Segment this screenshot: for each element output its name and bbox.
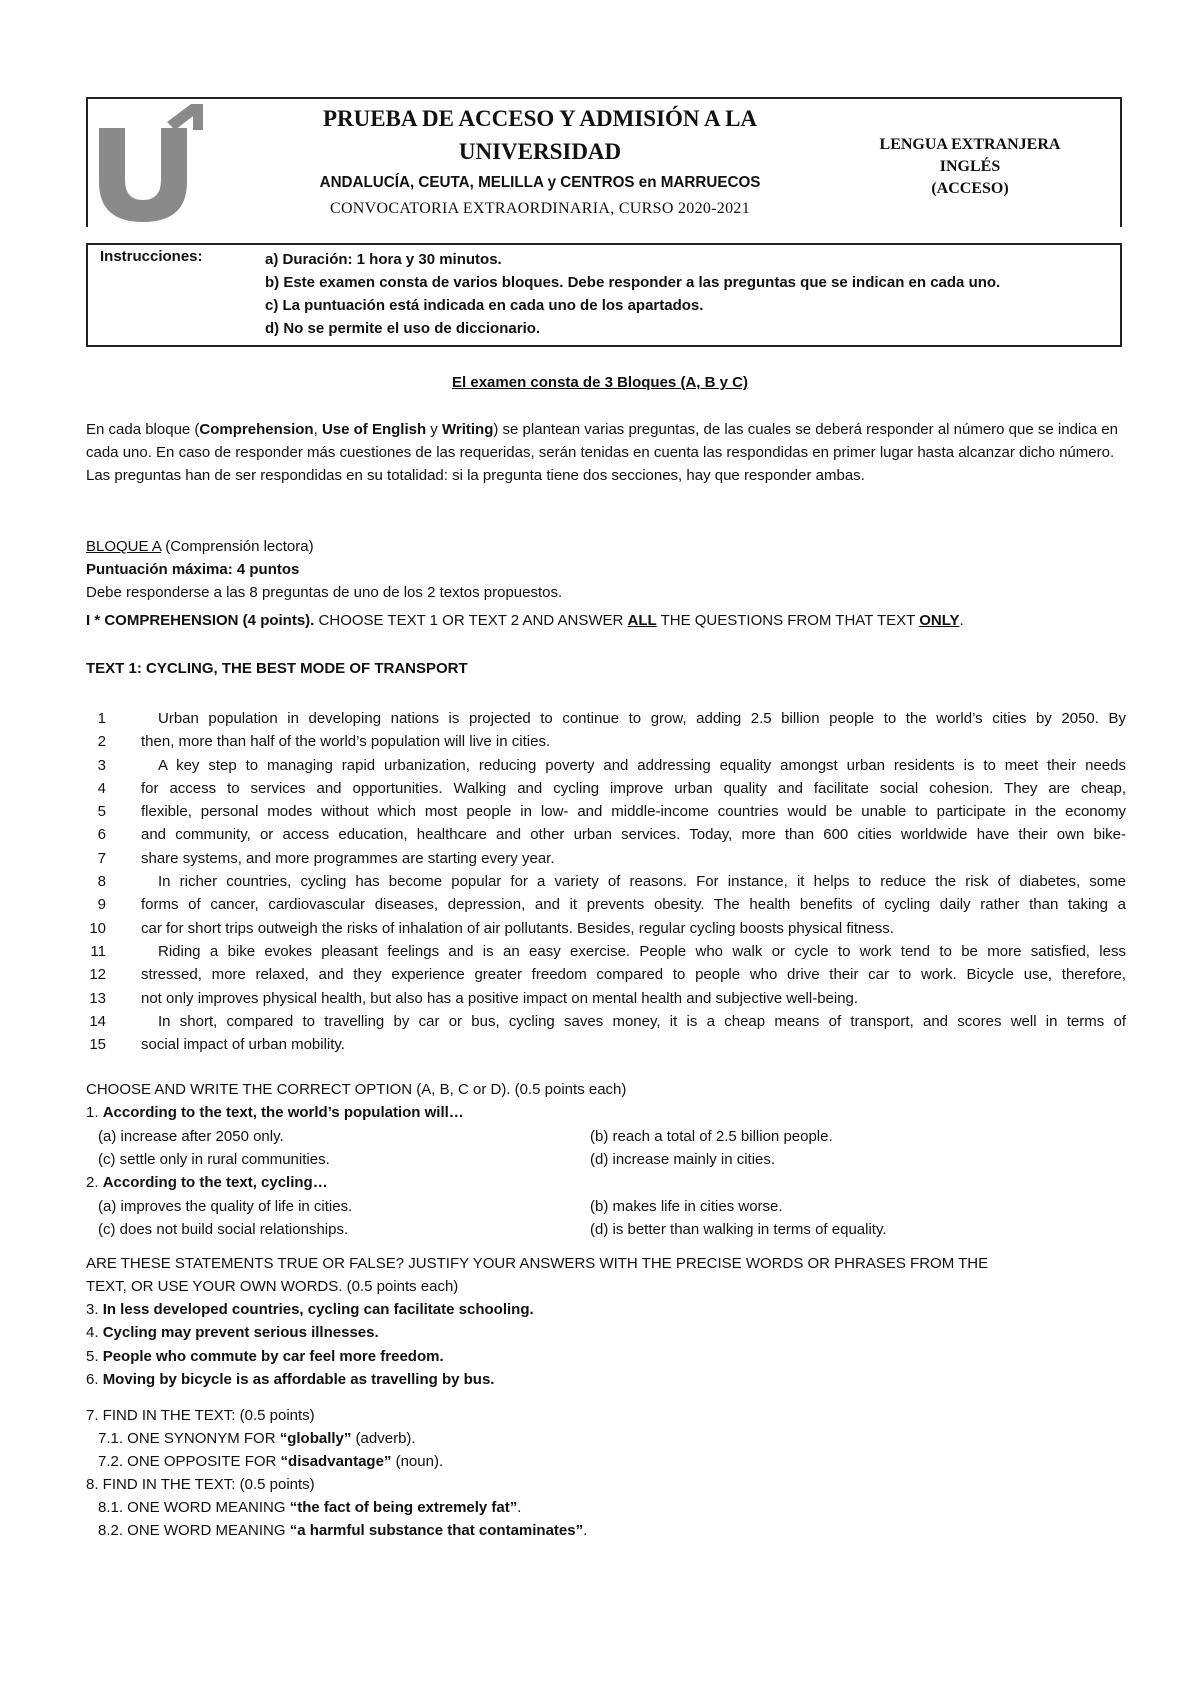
- text-line: [86, 893, 1126, 916]
- reading-text: [86, 707, 1126, 1056]
- text-line: [86, 754, 1126, 777]
- line-text: In short, compared to travelling by car or bus, cycling saves money, it is a cheap means of transport, and scores well in terms of: [158, 1012, 1126, 1030]
- question-8-1: [98, 1496, 521, 1519]
- line-number: 6: [97, 826, 106, 844]
- convocatoria-label: CONVOCATORIA EXTRAORDINARIA, CURSO 2020-2021: [329, 200, 751, 217]
- text-line: [86, 987, 1126, 1010]
- question-text: In less developed countries, cycling can facilitate schooling.: [102, 1301, 534, 1318]
- line-number: 1: [97, 710, 106, 727]
- line-number: 13: [89, 989, 106, 1007]
- text-line: [86, 940, 1126, 963]
- q2-option-c: (c) does not build social relationships.: [98, 1221, 349, 1238]
- line-text: forms of cancer, cardiovascular diseases, depression, and it prevents obesity. The health benefits of cycling daily rather than taking a: [141, 896, 1126, 914]
- question-text: (noun).: [391, 1453, 444, 1470]
- subject-line2: INGLÉS: [939, 158, 1001, 175]
- question-text: 7.1. ONE SYNONYM FOR: [98, 1430, 280, 1447]
- question-term: “a harmful substance that contaminates”: [289, 1522, 584, 1539]
- text-line: [86, 847, 1126, 870]
- line-text: Urban population in developing nations is projected to continue to grow, adding 2.5 billion people to the world’s cities by 2050. By: [158, 710, 1126, 727]
- line-number: 7: [97, 849, 106, 867]
- question-2: [86, 1171, 328, 1194]
- line-number: 10: [89, 919, 106, 937]
- q2-option-b: (b) makes life in cities worse.: [590, 1198, 783, 1215]
- question-text: .: [517, 1499, 522, 1516]
- question-number: 4.: [86, 1324, 103, 1341]
- question-text: (adverb).: [351, 1430, 416, 1447]
- line-number: 4: [97, 779, 106, 797]
- q1-option-a: (a) increase after 2050 only.: [98, 1128, 284, 1145]
- question-term: “the fact of being extremely fat”: [289, 1499, 518, 1516]
- line-text: stressed, more relaxed, and they experience greater freedom compared to people who drive their car to work. Bicycle use, therefore,: [141, 966, 1126, 984]
- line-text: share systems, and more programmes are starting every year.: [141, 849, 555, 867]
- question-text: According to the text, cycling…: [102, 1174, 328, 1191]
- line-number: 12: [89, 966, 106, 984]
- header-center: [240, 102, 840, 218]
- bloque-max-score: Puntuación máxima: 4 puntos: [86, 561, 300, 578]
- comprehension-text: CHOOSE TEXT 1 OR TEXT 2 AND ANSWER: [314, 612, 628, 629]
- question-text: 8.2. ONE WORD MEANING: [98, 1522, 290, 1539]
- university-logo: [95, 100, 215, 225]
- intro-bold: Writing: [441, 421, 494, 438]
- text-title: TEXT 1: CYCLING, THE BEST MODE OF TRANSPORT: [86, 660, 468, 677]
- question-text: Moving by bicycle is as affordable as travelling by bus.: [102, 1371, 495, 1388]
- intro-paragraph: [86, 418, 1126, 487]
- q1-option-d: (d) increase mainly in cities.: [590, 1151, 776, 1168]
- line-number: 8: [97, 873, 106, 891]
- bloque-desc: (Comprensión lectora): [161, 538, 314, 555]
- text-line: [86, 917, 1126, 940]
- question-7-2: [98, 1450, 443, 1473]
- question-number: 1.: [86, 1104, 103, 1121]
- question-6: [86, 1368, 494, 1391]
- line-text: and community, or access education, healthcare and other urban services. Today, more than 600 cities worldwide have their own bike-: [141, 826, 1126, 844]
- tf-instruction-line1: ARE THESE STATEMENTS TRUE OR FALSE? JUSTIFY YOUR ANSWERS WITH THE PRECISE WORDS OR PHRASES FROM THE: [86, 1255, 989, 1272]
- instructions-list: [265, 248, 1000, 340]
- line-number: 14: [89, 1012, 106, 1030]
- instruction-item: d) No se permite el uso de diccionario.: [265, 320, 541, 337]
- intro-text: y: [426, 421, 442, 438]
- exam-title-line1: PRUEBA DE ACCESO Y ADMISIÓN A LA: [322, 106, 758, 131]
- bloque-name: BLOQUE A: [86, 538, 162, 555]
- instruction-item: c) La puntuación está indicada en cada uno de los apartados.: [265, 297, 704, 314]
- subject-line1: LENGUA EXTRANJERA: [879, 136, 1061, 153]
- question-term: “globally”: [279, 1430, 352, 1447]
- question-1: [86, 1101, 464, 1124]
- line-text: for access to services and opportunities. Walking and cycling improve urban quality and facilitate social cohesion. They are cheap,: [141, 779, 1126, 797]
- line-number: 9: [97, 896, 106, 914]
- subject-line3: (ACCESO): [931, 180, 1009, 197]
- question-term: “disadvantage”: [280, 1453, 392, 1470]
- question-8-2: [98, 1519, 587, 1542]
- comprehension-text: THE QUESTIONS FROM THAT TEXT: [656, 612, 920, 629]
- text-line: [86, 963, 1126, 986]
- text-line: [86, 1010, 1126, 1033]
- comprehension-only: ONLY: [919, 612, 960, 629]
- intro-text: ) se plantean varias preguntas, de las cuales se deberá responder al número que se indica en cada uno. En caso de responder más cuestiones de las requeridas, serán tenidas en cuenta las respondidas en primer lugar hasta alcanzar dicho número. Las preguntas han de ser respondidas en su totalidad: si la pregunta tiene dos secciones, hay que responder ambas.: [86, 421, 1118, 484]
- line-number: 5: [97, 803, 106, 821]
- comprehension-text: .: [959, 612, 964, 629]
- q2-option-a: (a) improves the quality of life in cities.: [98, 1198, 353, 1215]
- intro-text: En cada bloque (: [86, 421, 200, 438]
- question-3: [86, 1298, 534, 1321]
- question-text: 7.2. ONE OPPOSITE FOR: [98, 1453, 281, 1470]
- question-5: [86, 1345, 444, 1368]
- blocks-title: El examen consta de 3 Bloques (A, B y C): [452, 374, 748, 391]
- question-8: 8. FIND IN THE TEXT: (0.5 points): [86, 1476, 315, 1493]
- line-text: In richer countries, cycling has become popular for a variety of reasons. For instance, it helps to reduce the risk of diabetes, some: [158, 873, 1126, 891]
- question-number: 3.: [86, 1301, 103, 1318]
- line-text: social impact of urban mobility.: [141, 1036, 345, 1054]
- instructions-label: Instrucciones:: [100, 248, 203, 265]
- text-line: [86, 800, 1126, 823]
- text-line: [86, 707, 1126, 730]
- question-text: According to the text, the world’s population will…: [102, 1104, 464, 1121]
- subject-label: [850, 134, 1090, 200]
- text-line: [86, 1033, 1126, 1056]
- line-text: A key step to managing rapid urbanization, reducing poverty and addressing equality amongst urban residents is to meet their needs: [158, 756, 1126, 774]
- intro-bold: Comprehension: [199, 421, 314, 438]
- question-number: 2.: [86, 1174, 103, 1191]
- line-text: then, more than half of the world’s population will live in cities.: [141, 733, 551, 751]
- line-text: car for short trips outweigh the risks of inhalation of air pollutants. Besides, regular cycling boosts physical fitness.: [141, 919, 894, 937]
- region-label: ANDALUCÍA, CEUTA, MELILLA y CENTROS en MARRUECOS: [319, 174, 761, 191]
- comprehension-lead: I * COMPREHENSION (4 points).: [86, 612, 315, 629]
- tf-instruction-line2: TEXT, OR USE YOUR OWN WORDS. (0.5 points each): [86, 1278, 459, 1295]
- line-number: 15: [89, 1036, 106, 1054]
- question-text: People who commute by car feel more freedom.: [102, 1348, 444, 1365]
- text-line: [86, 777, 1126, 800]
- line-number: 2: [97, 733, 106, 751]
- line-text: not only improves physical health, but also has a positive impact on mental health and subjective well-being.: [141, 989, 859, 1007]
- q1-option-c: (c) settle only in rural communities.: [98, 1151, 330, 1168]
- question-7-1: [98, 1427, 416, 1450]
- question-number: 5.: [86, 1348, 103, 1365]
- bloque-heading: [86, 535, 314, 558]
- comprehension-all: ALL: [627, 612, 657, 629]
- bloque-note: Debe responderse a las 8 preguntas de uno de los 2 textos propuestos.: [86, 584, 563, 601]
- line-number: 11: [90, 942, 106, 960]
- q1-option-b: (b) reach a total of 2.5 billion people.: [590, 1128, 833, 1145]
- question-text: 8.1. ONE WORD MEANING: [98, 1499, 290, 1516]
- q2-option-d: (d) is better than walking in terms of equality.: [590, 1221, 887, 1238]
- line-text: flexible, personal modes without which most people in low- and middle-income countries would be unable to participate in the economy: [141, 803, 1126, 821]
- question-number: 6.: [86, 1371, 103, 1388]
- intro-text: ,: [313, 421, 322, 438]
- question-7: 7. FIND IN THE TEXT: (0.5 points): [86, 1407, 315, 1424]
- comprehension-instruction: [86, 609, 964, 632]
- mc-instruction: CHOOSE AND WRITE THE CORRECT OPTION (A, B, C or D). (0.5 points each): [86, 1081, 627, 1098]
- line-text: Riding a bike evokes pleasant feelings and is an easy exercise. People who walk or cycle to work tend to be more satisfied, less: [158, 942, 1126, 960]
- text-line: [86, 823, 1126, 846]
- text-line: [86, 730, 1126, 753]
- text-line: [86, 870, 1126, 893]
- instruction-item: b) Este examen consta de varios bloques. Debe responder a las preguntas que se indican en cada uno.: [265, 274, 1001, 291]
- question-4: [86, 1321, 379, 1344]
- line-number: 3: [97, 756, 106, 774]
- instruction-item: a) Duración: 1 hora y 30 minutos.: [265, 251, 502, 268]
- question-text: .: [583, 1522, 588, 1539]
- question-text: Cycling may prevent serious illnesses.: [102, 1324, 379, 1341]
- exam-title-line2: UNIVERSIDAD: [458, 139, 622, 164]
- intro-bold: Use of English: [321, 421, 427, 438]
